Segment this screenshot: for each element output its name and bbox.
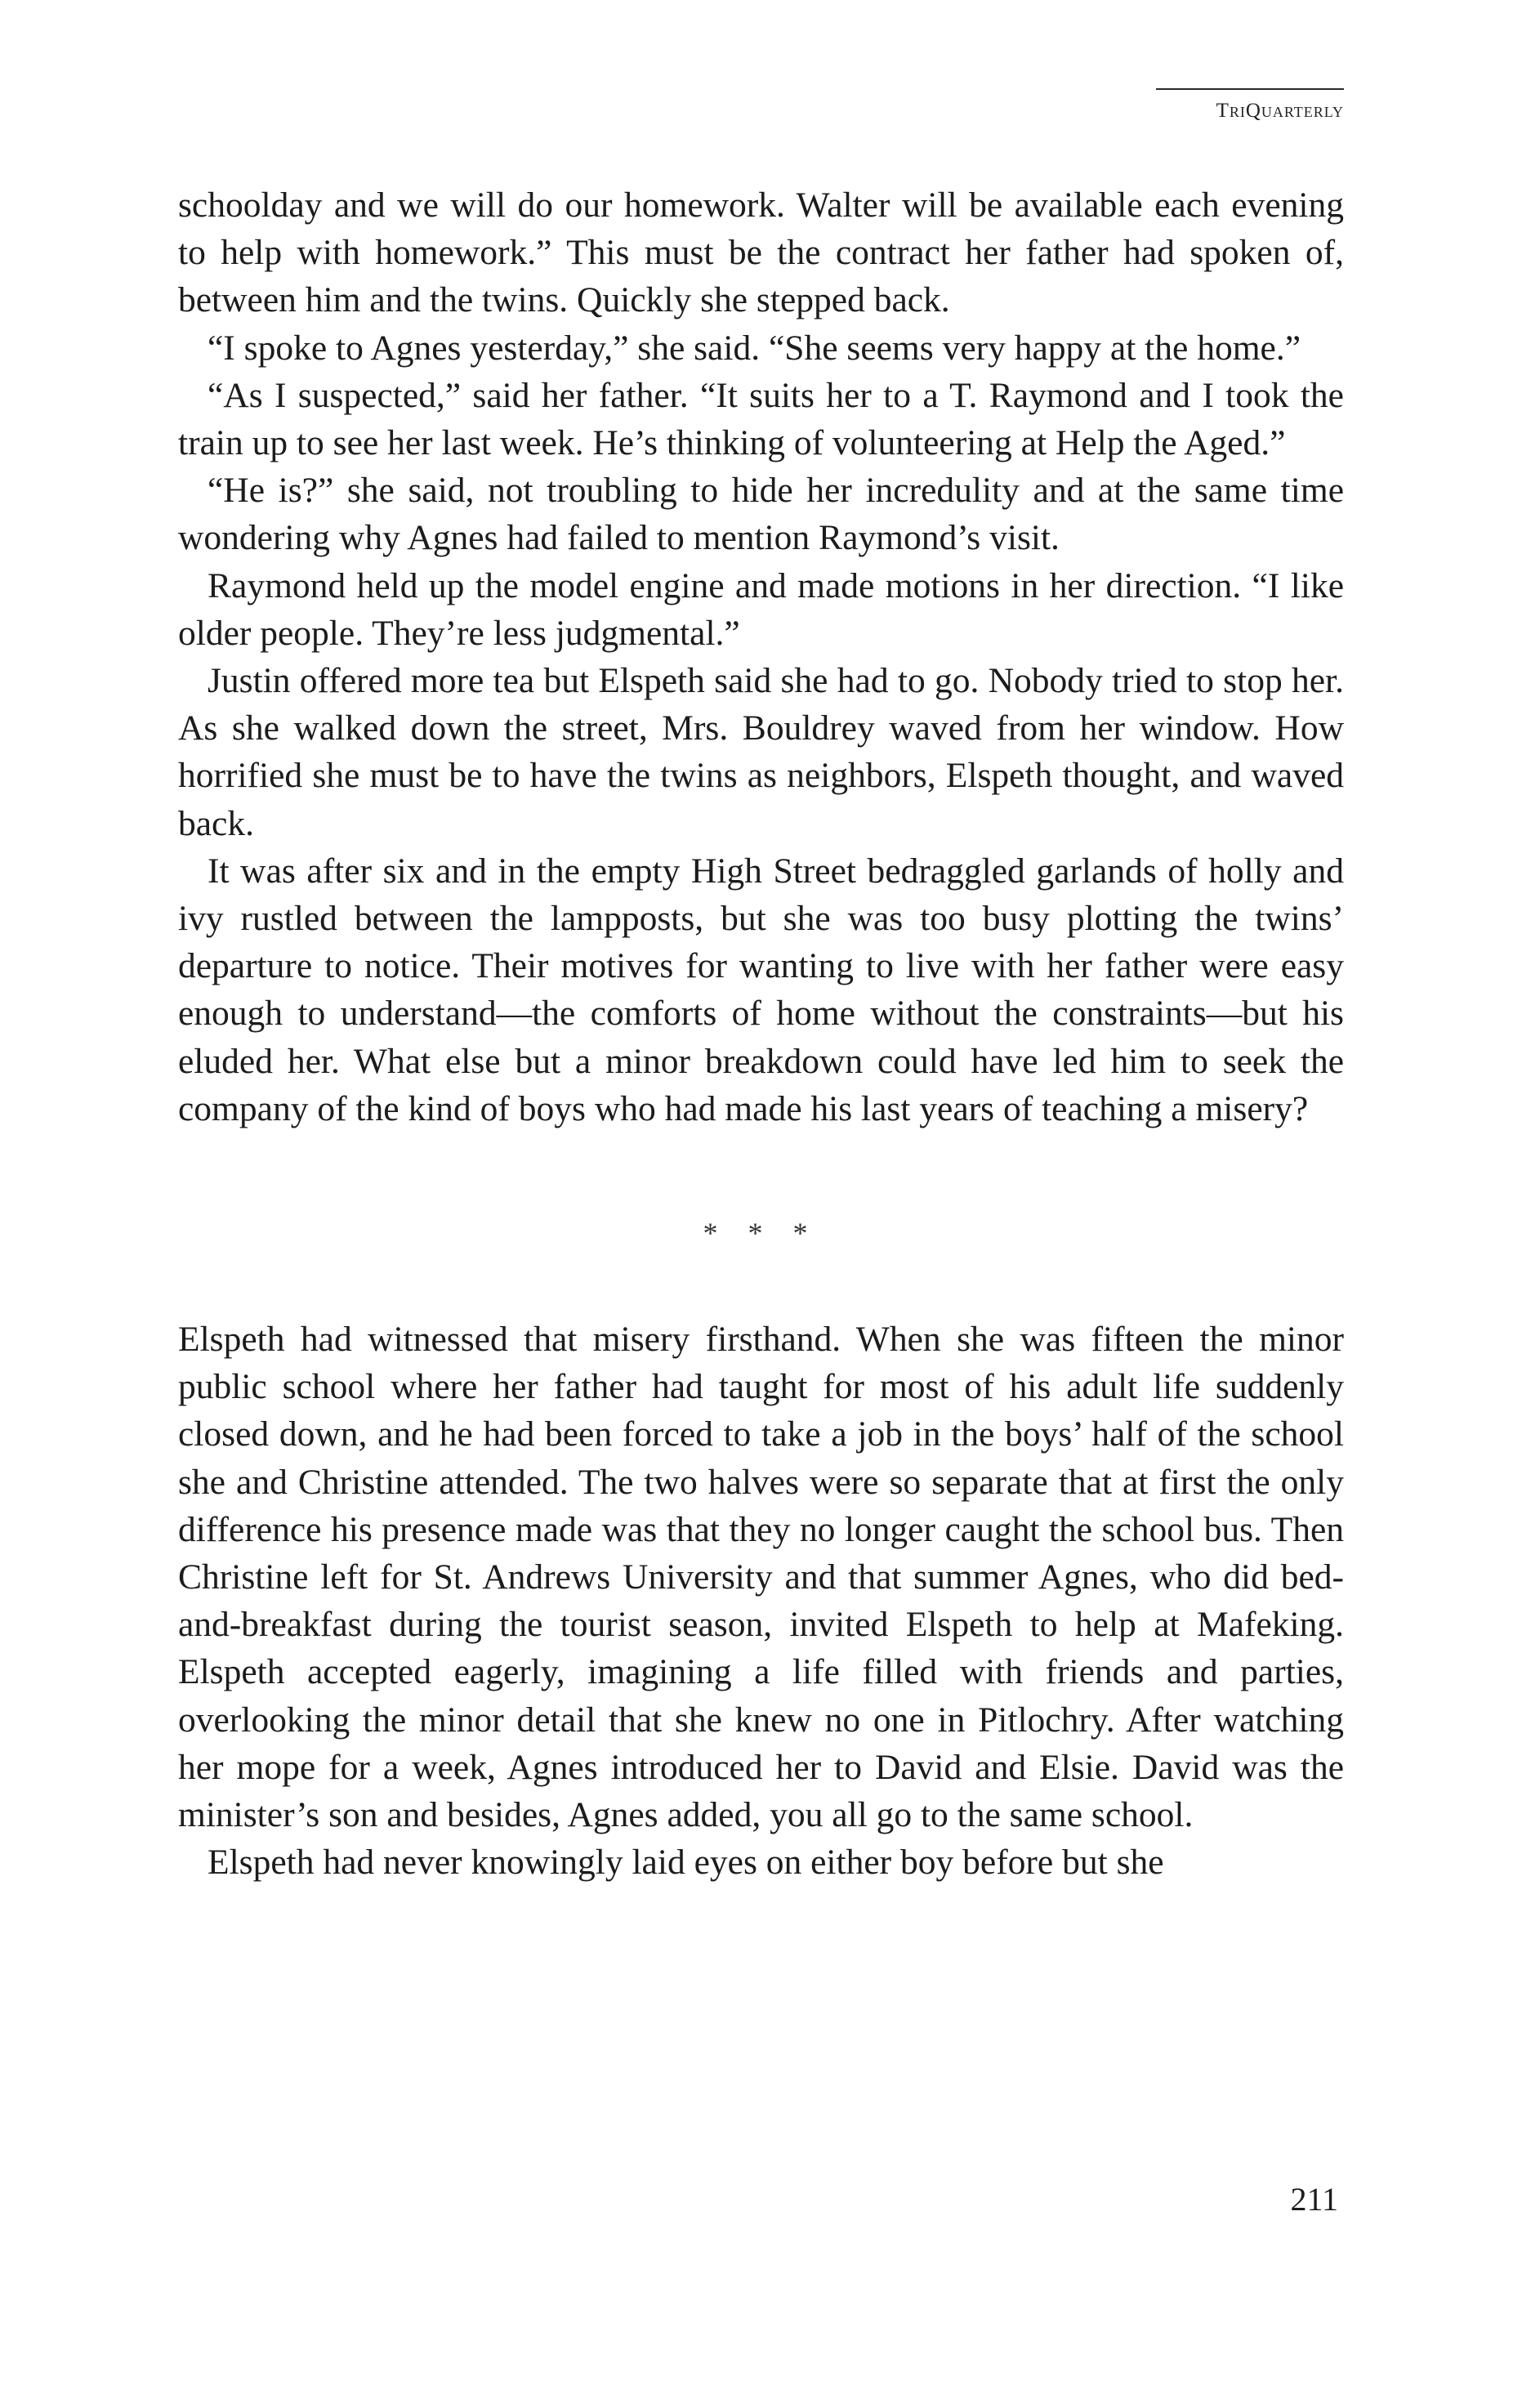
paragraph-9: Elspeth had never knowingly laid eyes on either boy before but she	[208, 1843, 1164, 1883]
paragraph-2: “I spoke to Agnes yesterday,” she said. “She seems very happy at the home.”	[208, 328, 1301, 368]
paragraph-3: “As I suspected,” said her father. “It suits her to a T. Raymond and I took the train up to see her last week. He’s thinking of volunteering at Help the Aged.”	[178, 375, 1344, 463]
running-head: TriQuarterly	[1156, 88, 1344, 123]
paragraph-4: “He is?” she said, not troubling to hide her incredulity and at the same time wondering why Agnes had failed to mention Raymond’s visit.	[178, 471, 1344, 558]
paragraph-6: Justin offered more tea but Elspeth said she had to go. Nobody tried to stop her. As she walked down the street, Mrs. Bouldrey waved from her window. How horrified she must be to have the twins as neighbors, Elspeth thought, and waved back.	[178, 661, 1344, 843]
page-number: 211	[1290, 2181, 1338, 2218]
paragraph-8: Elspeth had witnessed that misery firsthand. When she was fifteen the minor public school where her father had taught for most of his adult life suddenly closed down, and he had been forced to take a job in the boys’ half of the school she and Christine attended. The two halves were so separate that at first the only difference his presence made was that they no longer caught the school bus. Then Christine left for St. Andrews University and that summer Agnes, who did bed-and-breakfast during the tourist season, invited Elspeth to help at Mafeking. Elspeth accepted eagerly, imagining a life filled with friends and parties, overlooking the minor detail that she knew no one in Pitlochry. After watching her mope for a week, Agnes introduced her to David and Elsie. David was the minister’s son and besides, Agnes added, you all go to the same school.	[178, 1320, 1344, 1835]
paragraph-5: Raymond held up the model engine and made motions in her direction. “I like older people. They’re less judgmental.”	[178, 565, 1344, 653]
body-text	[178, 181, 1344, 1887]
paragraph-7: It was after six and in the empty High Street bedraggled garlands of holly and ivy rustled between the lampposts, but she was too busy plotting the twins’ departure to notice. Their motives for wanting to live with her father were easy enough to understand—the comforts of home without the constraints—but his eluded her. What else but a minor breakdown could have led him to seek the company of the kind of boys who had made his last years of teaching a misery?	[178, 851, 1344, 1128]
section-break: * * *	[703, 1217, 819, 1250]
body-text-after-break	[178, 1316, 1344, 1886]
paragraph-1: schoolday and we will do our homework. Walter will be available each evening to help with homework.” This must be the contract her father had spoken of, between him and the twins. Quickly she stepped back.	[178, 185, 1344, 320]
